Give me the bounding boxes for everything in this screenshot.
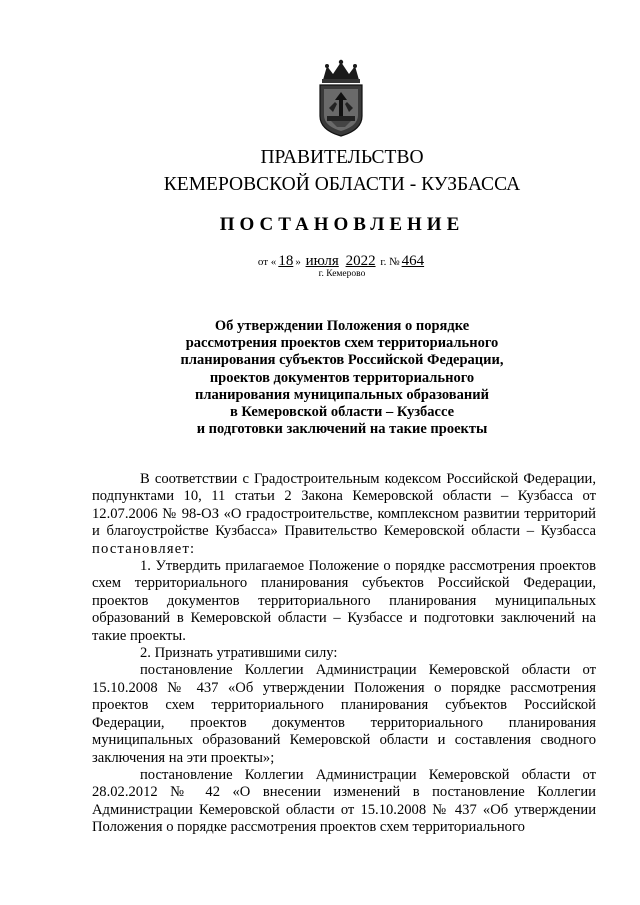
date-year-suffix: г.: [380, 256, 387, 268]
document-type-heading: ПОСТАНОВЛЕНИЕ: [219, 214, 465, 235]
decree-number: 464: [401, 253, 425, 269]
body-paragraph-preamble: [92, 471, 596, 558]
body-paragraph-repealed-2: постановление Коллегии Администрации Кемеровской области от 28.02.2012 № 42 «О внесении изменений в постановление Коллегии Администрации Кемеровской области от 15.10.2008 № 437 «Об утверждении Положения о порядке рассмотрения проектов схем территориального: [92, 766, 596, 836]
title-line: проектов документов территориального: [209, 369, 475, 386]
title-line: в Кемеровской области – Кузбассе: [229, 404, 455, 421]
government-name-line-1: ПРАВИТЕЛЬСТВО: [260, 147, 424, 168]
government-name-line-2: КЕМЕРОВСКОЙ ОБЛАСТИ - КУЗБАССА: [163, 174, 521, 195]
decree-date-line: [22, 253, 640, 270]
body-paragraph-item-2: 2. Признать утратившими силу:: [140, 645, 338, 662]
date-year: 2022: [345, 253, 376, 269]
title-line: планирования субъектов Российской Федерации,: [180, 352, 504, 369]
title-line: планирования муниципальных образований: [195, 386, 489, 403]
date-from-label: от «: [257, 256, 277, 268]
body-paragraph-item-1: 1. Утвердить прилагаемое Положение о порядке рассмотрения проектов схем территориального планирования субъектов Российской Федерации, проектов документов территориального планирования муниципальных образований в Кемеровской области – Кузбассе и подготовки заключений на такие проекты.: [92, 558, 596, 644]
resolves-keyword: постановляет:: [92, 540, 196, 557]
number-label: №: [389, 256, 400, 268]
preamble-text: В соответствии с Градостроительным кодексом Российской Федерации, подпунктами 10, 11 статьи 2 Закона Кемеровской области – Кузбасса от 12.07.2006 № 98-ОЗ «О градостроительстве, комплексном развитии территорий и благоустройстве Кузбасса» Правительство Кемеровской области – Кузбасса: [92, 471, 596, 540]
title-line: и подготовки заключений на такие проекты: [196, 421, 488, 438]
body-paragraph-repealed-1: постановление Коллегии Администрации Кемеровской области от 15.10.2008 № 437 «Об утверждении Положения о порядке рассмотрения проектов схем территориального планирования субъектов Российской Федерации, проектов документов территориального планирования муниципальных образований Кемеровской области и составления сводного заключения на эти проекты»;: [92, 662, 596, 766]
city-label: г. Кемерово: [318, 269, 366, 279]
date-day: 18: [278, 253, 294, 269]
decree-body: [92, 471, 596, 837]
date-month: июля: [305, 253, 339, 269]
title-line: Об утверждении Положения о порядке: [214, 318, 470, 334]
decree-title: [22, 318, 640, 438]
kuzbass-coat-of-arms-icon: [315, 58, 367, 138]
title-line: рассмотрения проектов схем территориального: [185, 335, 499, 352]
date-day-close: »: [295, 256, 301, 268]
